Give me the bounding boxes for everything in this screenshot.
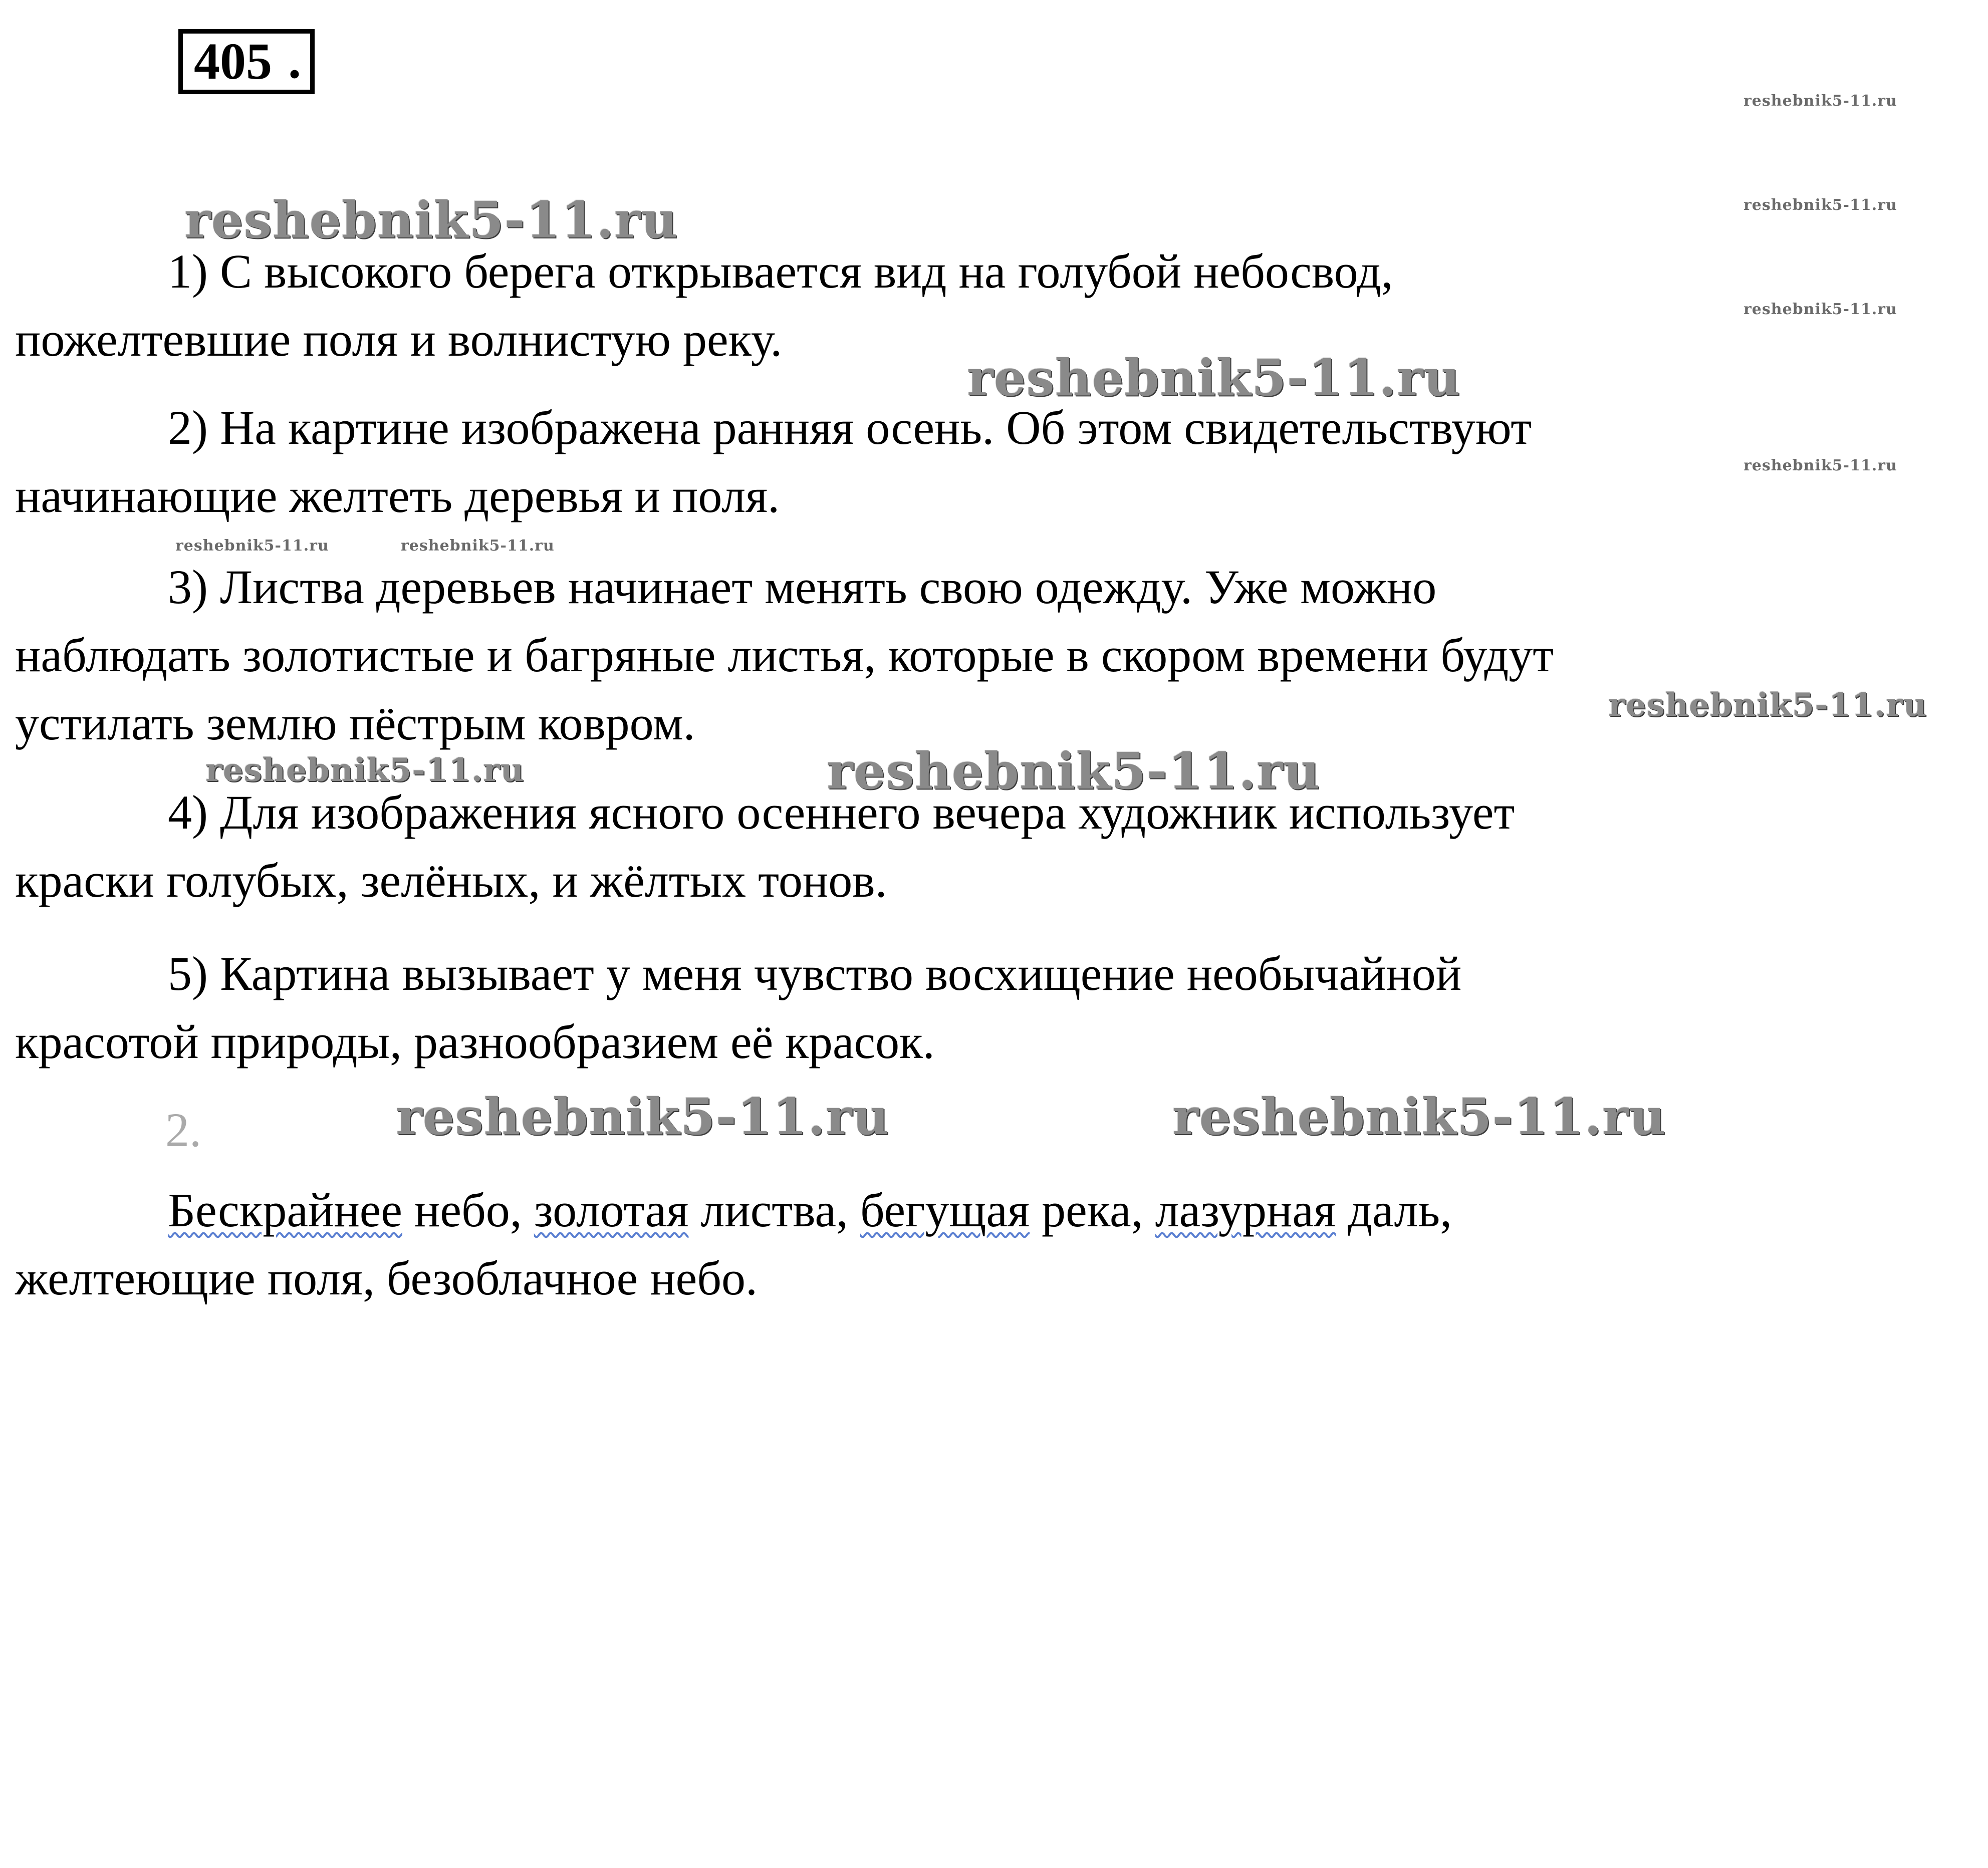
watermark: reshebnik5-11.ru <box>1744 92 1897 110</box>
exercise-number-box <box>178 29 315 94</box>
phrase-line-1 <box>15 1176 1969 1244</box>
paragraph-3 <box>15 553 1969 757</box>
exercise-number: 405 <box>194 33 272 90</box>
paragraph-line: 4) Для изображения ясного осеннего вечера художник использует <box>168 785 1515 839</box>
watermark: reshebnik5-11.ru <box>1744 196 1897 214</box>
phrase-text: даль, <box>1336 1183 1452 1237</box>
paragraph-line: 5) Картина вызывает у меня чувство восхищение необычайной <box>168 947 1462 1000</box>
spellcheck-word: бегущая <box>860 1183 1030 1237</box>
watermark: reshebnik5-11.ru <box>827 741 1321 800</box>
watermark: reshebnik5-11.ru <box>1744 457 1897 474</box>
paragraph-4 <box>15 778 1969 915</box>
section-number: 2. <box>165 1103 201 1157</box>
paragraph-line: устилать землю пёстрым ковром. <box>15 696 695 750</box>
paragraph-line: краски голубых, зелёных, и жёлтых тонов. <box>15 854 887 907</box>
paragraph-line: пожелтевшие поля и волнистую реку. <box>15 313 783 366</box>
watermark: reshebnik5-11.ru <box>1744 301 1897 318</box>
paragraph-line: наблюдать золотистые и багряные листья, которые в скором времени будут <box>15 628 1554 682</box>
phrase-text: листва, <box>688 1183 860 1237</box>
watermark: reshebnik5-11.ru <box>396 1087 890 1146</box>
paragraph-line: красотой природы, разнообразием её красок. <box>15 1015 935 1069</box>
watermark: reshebnik5-11.ru <box>175 537 329 555</box>
spellcheck-word: лазурная <box>1155 1183 1336 1237</box>
phrase-text: река, <box>1030 1183 1155 1237</box>
watermark: reshebnik5-11.ru <box>1172 1087 1666 1146</box>
exercise-number-dot: . <box>288 32 301 89</box>
paragraph-5 <box>15 940 1969 1076</box>
watermark: reshebnik5-11.ru <box>967 348 1461 407</box>
paragraph-line: 1) С высокого берега открывается вид на голубой небосвод, <box>168 244 1393 298</box>
spellcheck-word: золотая <box>534 1183 689 1237</box>
phrase-paragraph <box>15 1176 1969 1312</box>
watermark: reshebnik5-11.ru <box>205 751 525 789</box>
phrase-text: небо, <box>402 1183 534 1237</box>
paragraph-1 <box>15 237 1969 374</box>
paragraph-line: 2) На картине изображена ранняя осень. Об этом свидетельствуют <box>168 401 1532 454</box>
watermark: reshebnik5-11.ru <box>184 190 678 249</box>
watermark: reshebnik5-11.ru <box>1608 686 1927 724</box>
paragraph-line: 3) Листва деревьев начинает менять свою одежду. Уже можно <box>168 560 1437 614</box>
spellcheck-word: Бескрайнее <box>168 1183 402 1237</box>
watermark: reshebnik5-11.ru <box>401 537 555 555</box>
phrase-line-2: желтеющие поля, безоблачное небо. <box>15 1251 758 1305</box>
paragraph-line: начинающие желтеть деревья и поля. <box>15 469 780 522</box>
paragraph-2 <box>15 394 1969 530</box>
